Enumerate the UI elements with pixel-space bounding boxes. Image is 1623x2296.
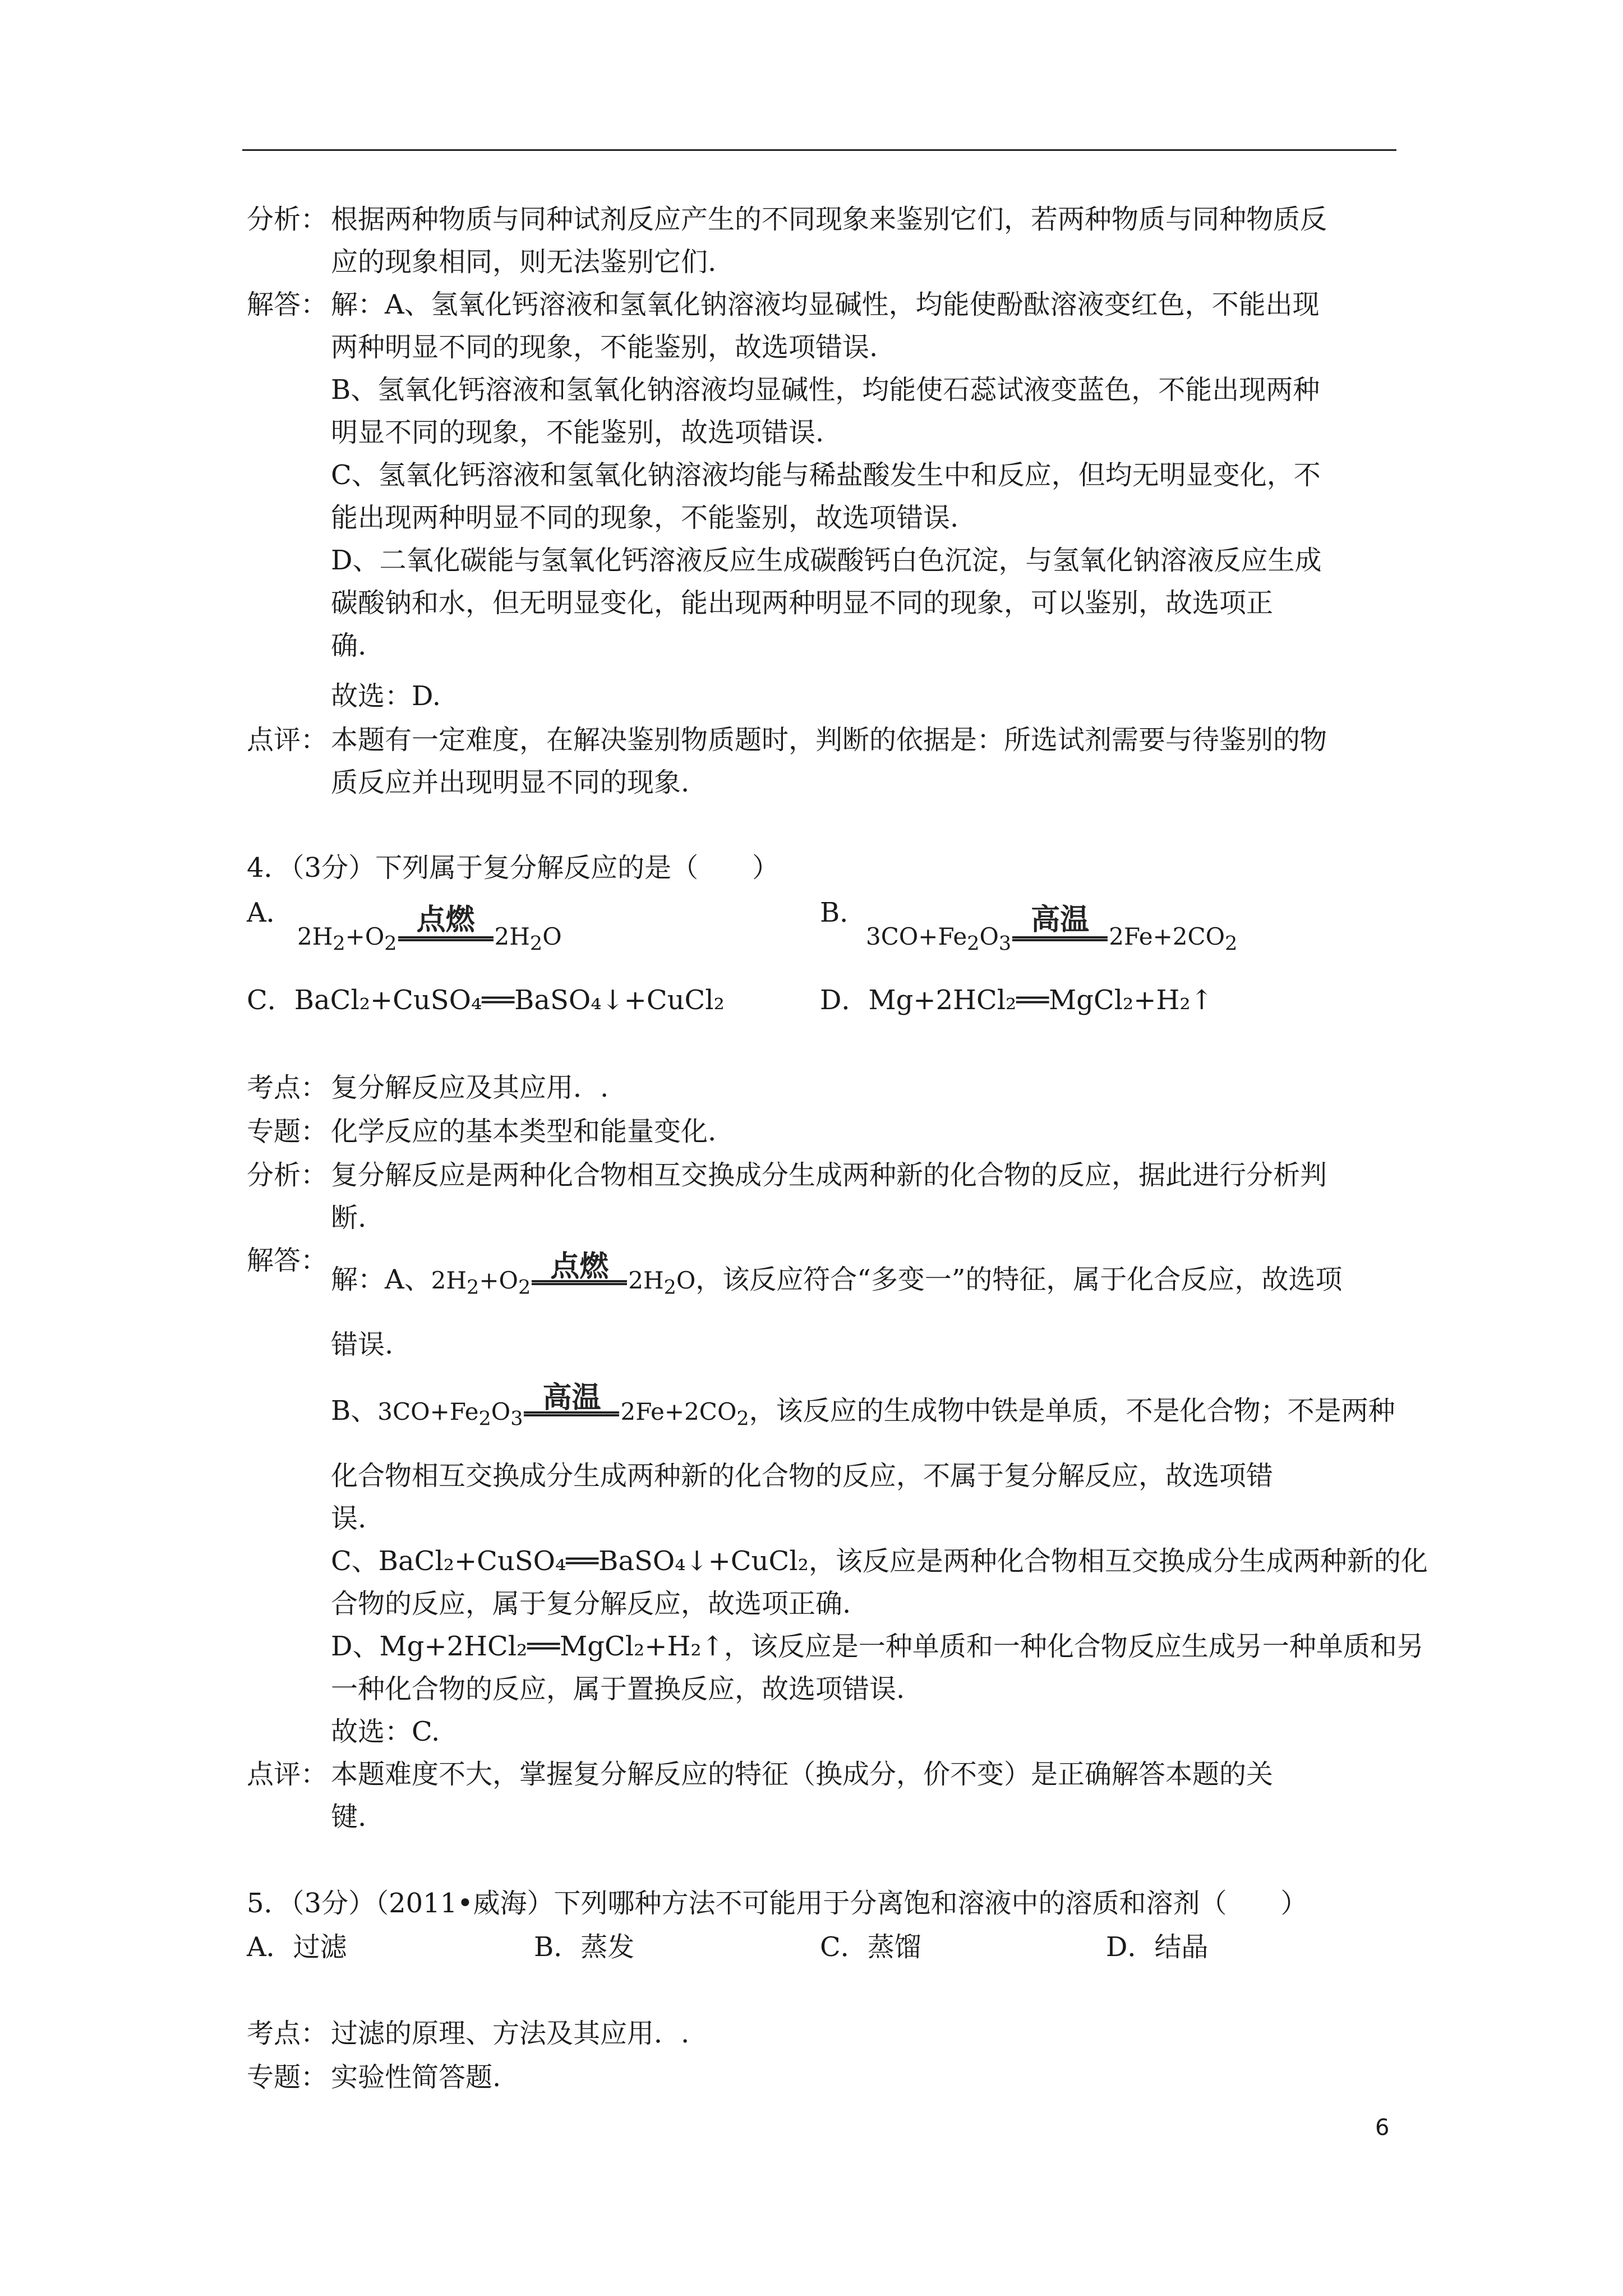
answer-line: 解答： 解：A、氢氧化钙溶液和氢氧化钠溶液均显碱性，均能使酚酞溶液变红色，不能出现	[247, 287, 1320, 322]
label-fenxi: 分析：	[247, 204, 328, 235]
page-number: 6	[1375, 2115, 1390, 2141]
option-a: A．过滤	[247, 1931, 347, 1963]
reaction-condition: 点燃	[532, 1263, 627, 1298]
analysis-line: 断.	[331, 1202, 367, 1234]
reaction-condition: 高温	[524, 1395, 619, 1429]
reaction-condition: 点燃	[398, 922, 494, 951]
answer-line: 合物的反应，属于复分解反应，故选项正确.	[331, 1588, 851, 1619]
option-c: C．BaCl₂+CuSO₄══BaSO₄↓+CuCl₂	[247, 984, 725, 1016]
comment-line: 键.	[331, 1801, 367, 1833]
answer-line: 错误.	[331, 1329, 394, 1360]
label-zhuanti: 专题：	[247, 2062, 328, 2093]
label-kaodian: 考点：	[247, 2018, 328, 2049]
header-rule	[242, 149, 1396, 151]
analysis-line: 应的现象相同，则无法鉴别它们.	[331, 246, 717, 278]
label-zhuanti: 专题：	[247, 1116, 328, 1147]
answer-line: D、Mg+2HCl₂══MgCl₂+H₂↑，该反应是一种单质和一种化合物反应生成另一种单质和另	[331, 1631, 1424, 1662]
question-stem: 4．（3分）下列属于复分解反应的是（ ）	[247, 852, 780, 884]
answer-line: 误.	[331, 1503, 367, 1534]
comment-line: 质反应并出现明显不同的现象.	[331, 767, 690, 798]
comment-line: 点评： 本题难度不大，掌握复分解反应的特征（换成分，价不变）是正确解答本题的关	[247, 1757, 1273, 1792]
answer-line: C、BaCl₂+CuSO₄══BaSO₄↓+CuCl₂，该反应是两种化合物相互交换成分生成两种新的化	[331, 1545, 1428, 1577]
reaction-condition: 高温	[1012, 922, 1108, 951]
answer-line: C、氢氧化钙溶液和氢氧化钠溶液均能与稀盐酸发生中和反应，但均无明显变化，不	[331, 459, 1321, 491]
label-dianping: 点评：	[247, 724, 328, 756]
option-b: B．蒸发	[534, 1931, 635, 1963]
answer-line: B、氢氧化钙溶液和氢氧化钠溶液均显碱性，均能使石蕊试液变蓝色，不能出现两种	[331, 374, 1320, 406]
answer-line: 一种化合物的反应，属于置换反应，故选项错误.	[331, 1673, 905, 1705]
answer-choice: 故选：D.	[331, 680, 441, 712]
label-kaodian: 考点：	[247, 1072, 328, 1103]
option-c: C．蒸馏	[820, 1931, 921, 1963]
label-jieda: 解答：	[247, 1245, 328, 1276]
option-b-label: B．	[820, 897, 867, 928]
comment-line: 点评： 本题有一定难度，在解决鉴别物质题时，判断的依据是：所选试剂需要与待鉴别的物	[247, 723, 1327, 757]
label-jieda: 解答：	[247, 289, 328, 320]
option-d: D．Mg+2HCl₂══MgCl₂+H₂↑	[820, 984, 1213, 1016]
answer-line: B、$3CO+Fe_2O_3$ 高温 $2Fe+2CO_2$，该反应的生成物中铁是单质，不是化合物；不是两种	[331, 1381, 1395, 1430]
option-a-equation: $2H_2+O_2$ 点燃 $2H_2O$	[297, 903, 562, 955]
answer-line: 两种明显不同的现象，不能鉴别，故选项错误.	[331, 332, 878, 363]
analysis-line: 分析： 根据两种物质与同种试剂反应产生的不同现象来鉴别它们，若两种物质与同种物质反	[247, 202, 1327, 237]
answer-line: 碳酸钠和水，但无明显变化，能出现两种明显不同的现象，可以鉴别，故选项正	[331, 587, 1274, 619]
answer-line: 能出现两种明显不同的现象，不能鉴别，故选项错误.	[331, 502, 959, 533]
answer-line: 确.	[331, 630, 367, 661]
question-stem: 5．（3分）（2011•威海）下列哪种方法不可能用于分离饱和溶液中的溶质和溶剂（ ）	[247, 1888, 1308, 1919]
label-fenxi: 分析：	[247, 1159, 328, 1191]
option-a-label: A．	[247, 897, 293, 928]
option-d: D．结晶	[1106, 1931, 1209, 1963]
zhuanti-line: 专题： 实验性简答题.	[247, 2060, 501, 2095]
label-dianping: 点评：	[247, 1759, 328, 1790]
answer-line: 化合物相互交换成分生成两种新的化合物的反应，不属于复分解反应，故选项错	[331, 1460, 1274, 1492]
answer-line: 明显不同的现象，不能鉴别，故选项错误.	[331, 417, 824, 448]
option-b-equation: $3CO+Fe_2O_3$ 高温 $2Fe+2CO_2$	[866, 903, 1238, 955]
analysis-line: 分析： 复分解反应是两种化合物相互交换成分生成两种新的化合物的反应，据此进行分析判	[247, 1158, 1327, 1193]
zhuanti-line: 专题： 化学反应的基本类型和能量变化.	[247, 1114, 716, 1149]
answer-line: D、二氧化碳能与氢氧化钙溶液反应生成碳酸钙白色沉淀，与氢氧化钠溶液反应生成	[331, 545, 1322, 576]
answer-line: 解：A、$2H_2+O_2$ 点燃 $2H_2O$，该反应符合“多变一”的特征，属于化合反应，故选项	[331, 1250, 1343, 1299]
kaodian-line: 考点： 复分解反应及其应用．.	[247, 1070, 608, 1105]
answer-choice: 故选：C.	[331, 1716, 440, 1747]
kaodian-line: 考点： 过滤的原理、方法及其应用．.	[247, 2016, 689, 2051]
